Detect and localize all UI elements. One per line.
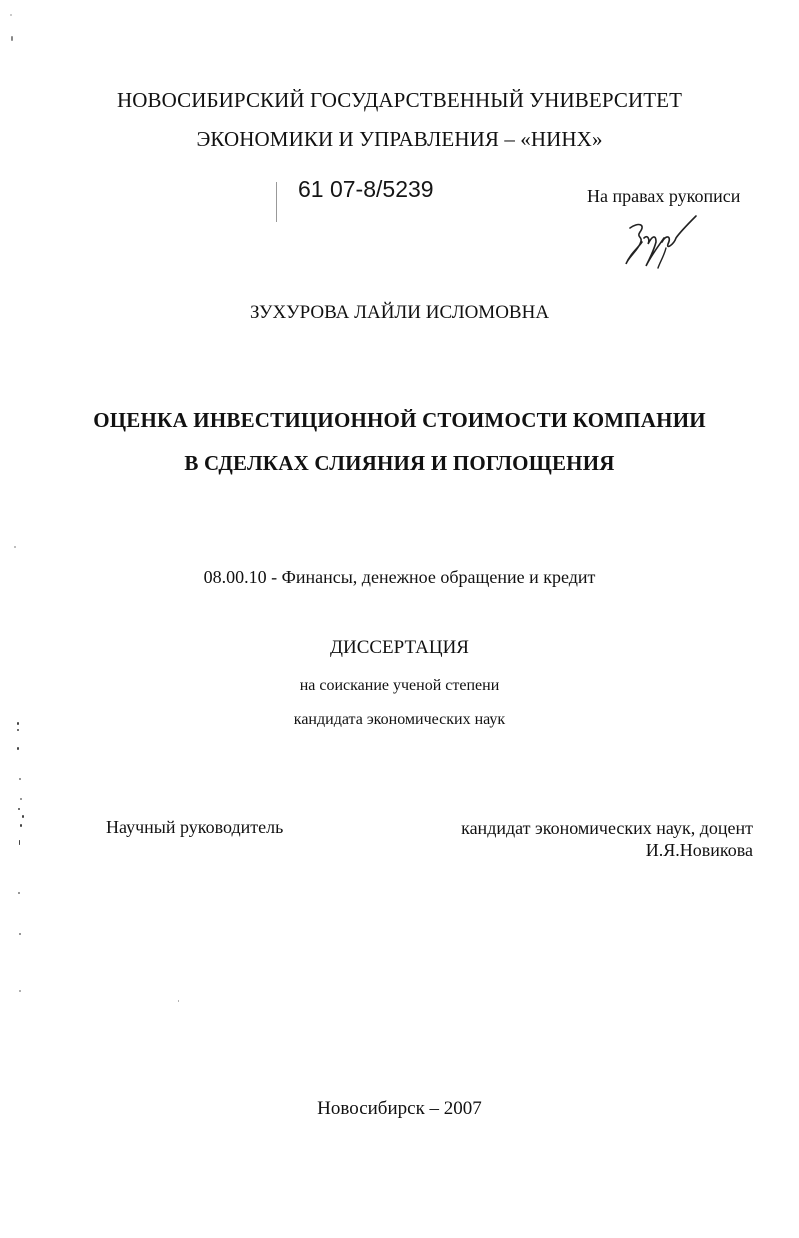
specialty-code: 08.00.10 - Финансы, денежное обращение и кредит	[203, 567, 596, 587]
thesis-title-line-1: ОЦЕНКА ИНВЕСТИЦИОННОЙ СТОИМОСТИ КОМПАНИИ	[93, 408, 706, 432]
degree-purpose-line-2: кандидата экономических наук	[293, 711, 506, 728]
degree-purpose-line-1: на соискание ученой степени	[299, 677, 500, 694]
organization-line-1: НОВОСИБИРСКИЙ ГОСУДАРСТВЕННЫЙ УНИВЕРСИТЕТ	[116, 88, 683, 112]
thesis-title-line-2: В СДЕЛКАХ СЛИЯНИЯ И ПОГЛОЩЕНИЯ	[184, 451, 615, 475]
signature-icon	[620, 214, 700, 270]
author-name: ЗУХУРОВА ЛАЙЛИ ИСЛОМОВНА	[249, 302, 550, 323]
archive-stamp-bar	[276, 182, 277, 222]
organization-line-2: ЭКОНОМИКИ И УПРАВЛЕНИЯ – «НИНХ»	[196, 127, 603, 151]
supervisor-name: И.Я.Новикова	[645, 840, 753, 860]
supervisor-info	[461, 817, 753, 861]
document-type: ДИССЕРТАЦИЯ	[330, 637, 469, 658]
city-year: Новосибирск – 2007	[317, 1098, 482, 1119]
rights-notice: На правах рукописи	[587, 186, 741, 206]
supervisor-label: Научный руководитель	[106, 817, 284, 837]
archive-number: 61 07-8/5239	[298, 176, 434, 202]
supervisor-degree: кандидат экономических наук, доцент	[461, 818, 753, 838]
